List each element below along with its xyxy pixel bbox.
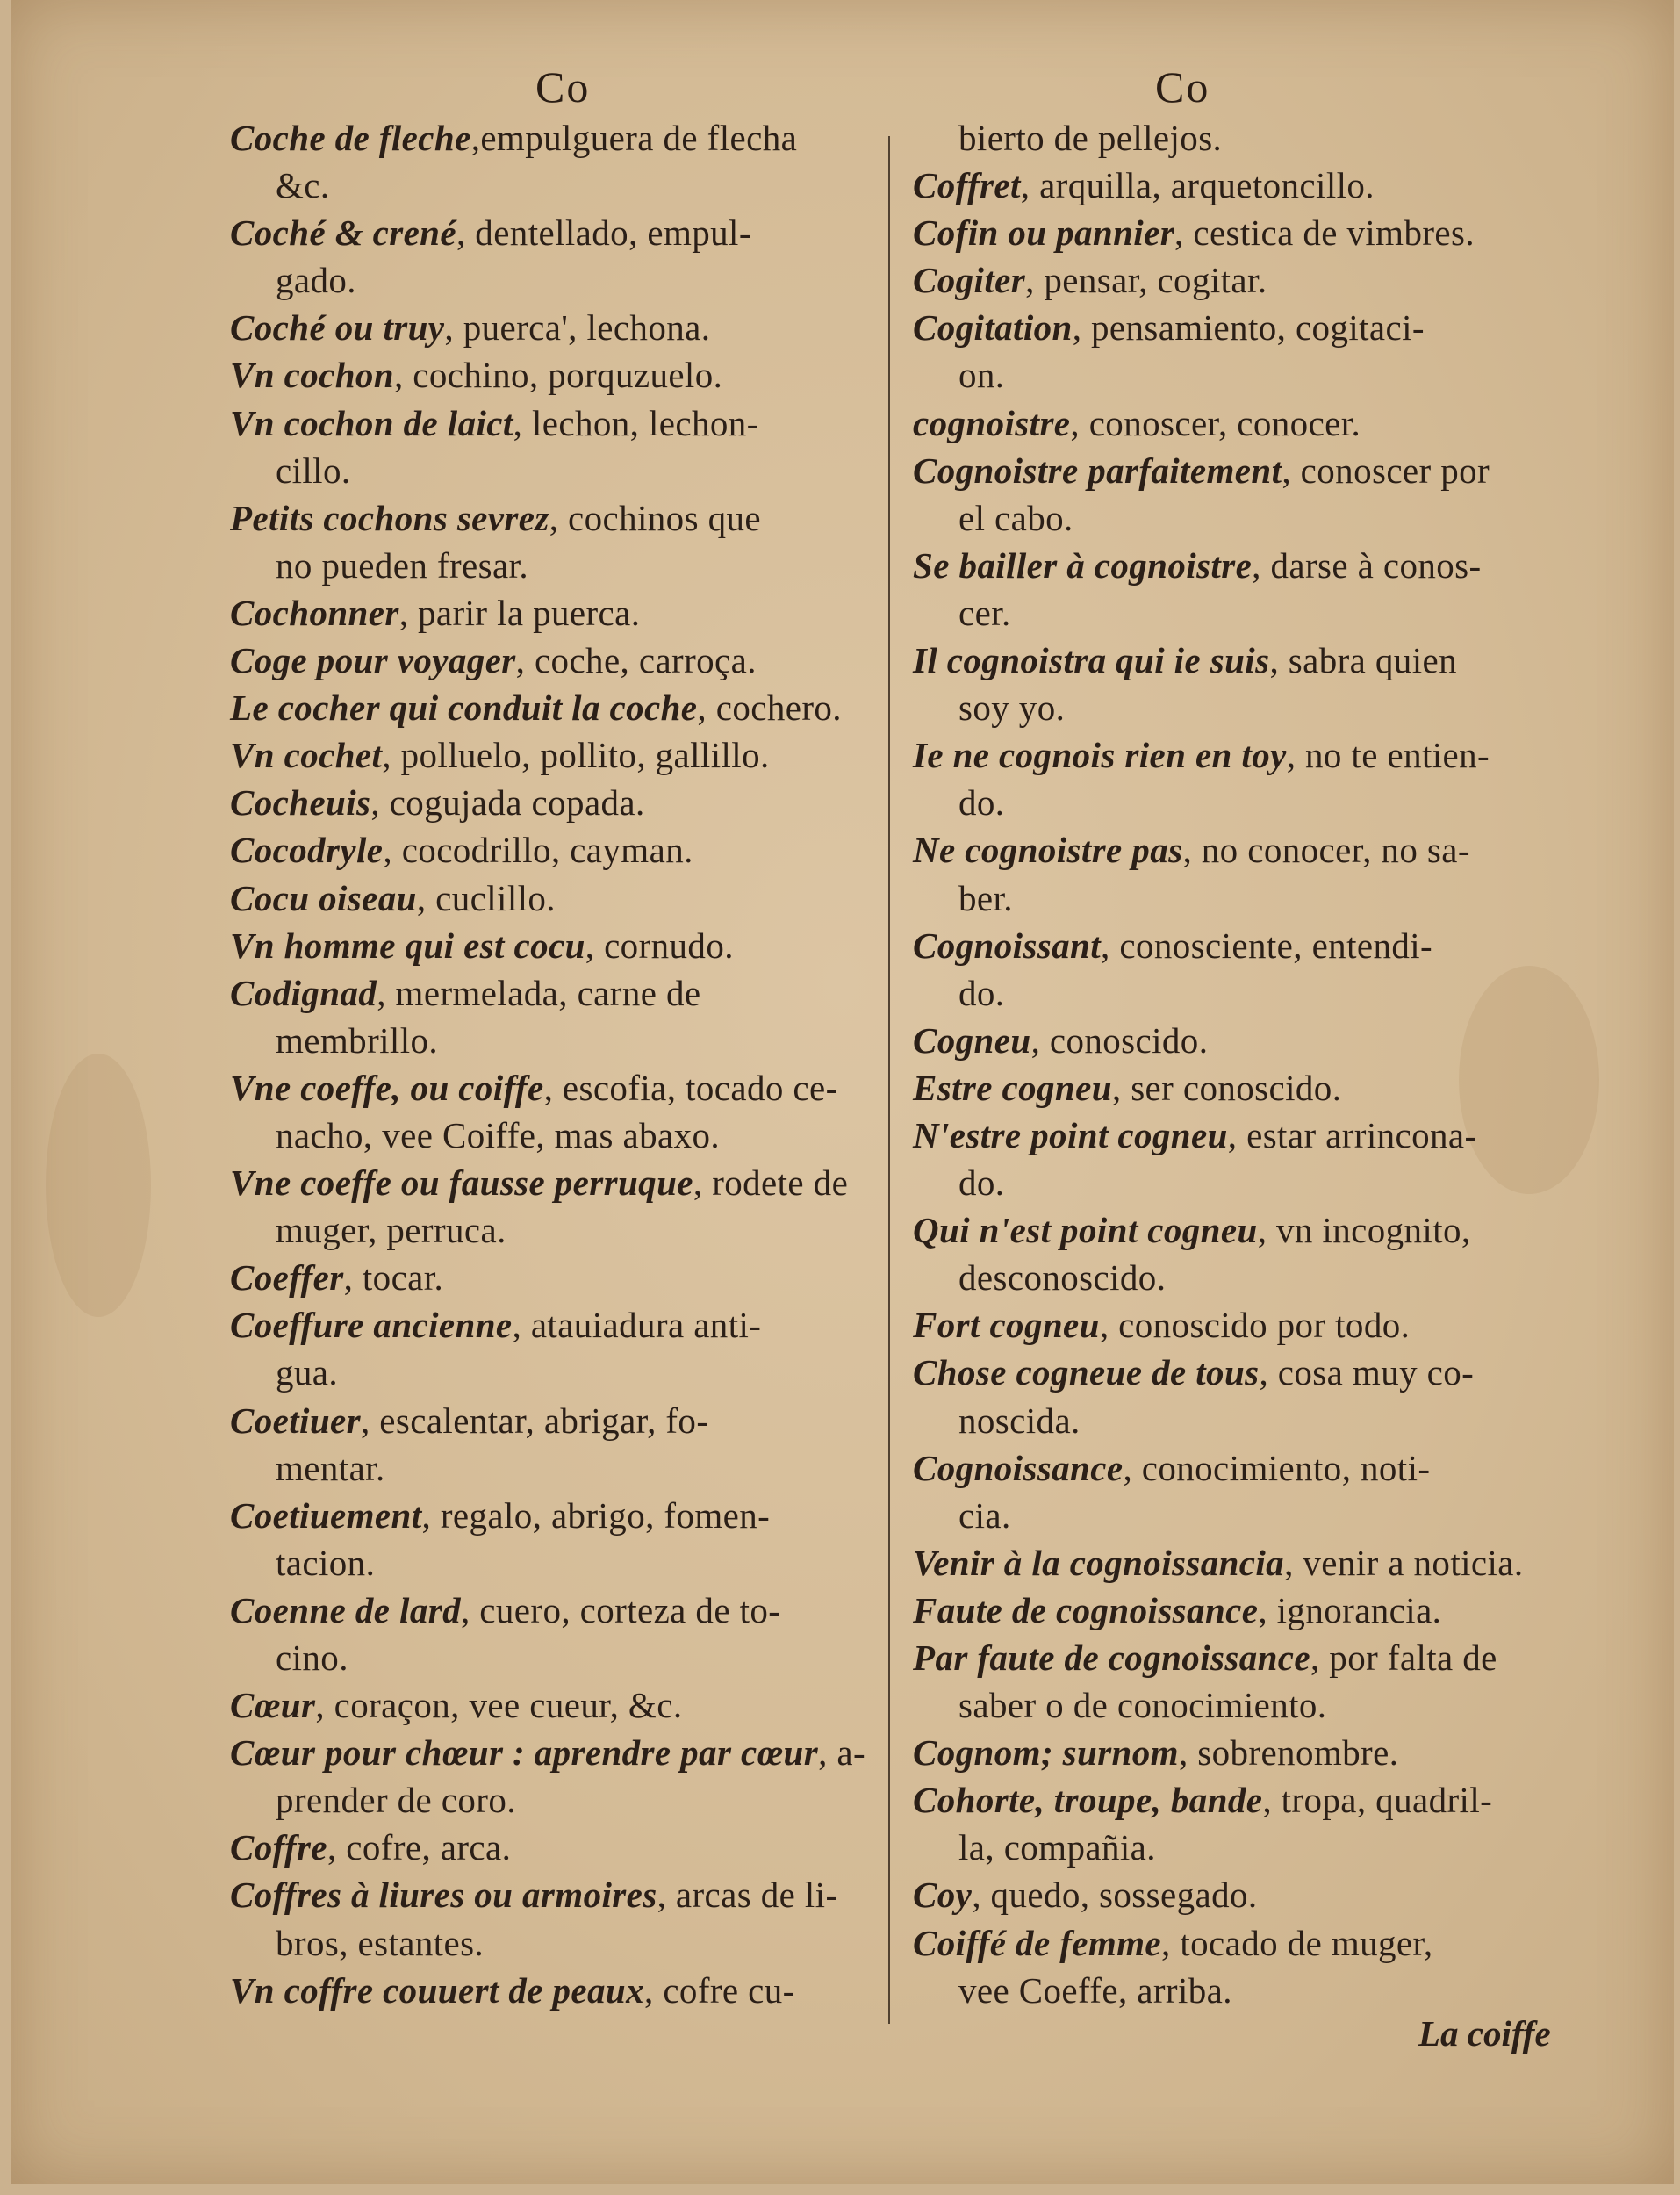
dictionary-line	[913, 1729, 1573, 1776]
spanish-gloss: , ser conoscido.	[1111, 1067, 1342, 1108]
continuation-text: cillo.	[276, 450, 351, 491]
french-headword: Vn cochon	[230, 355, 394, 396]
dictionary-line	[913, 1301, 1573, 1349]
french-headword: Cœur	[230, 1685, 316, 1726]
running-header-left: Co	[535, 62, 591, 112]
dictionary-line	[913, 1871, 1573, 1918]
french-headword: Chose cogneue de tous	[913, 1352, 1260, 1393]
book-page	[11, 0, 1674, 2184]
dictionary-line	[230, 1776, 879, 1824]
continuation-text: prender de coro.	[276, 1780, 516, 1821]
dictionary-line	[913, 1349, 1573, 1396]
left-entry-list	[230, 114, 879, 2014]
spanish-gloss: , pensar, cogitar.	[1025, 260, 1267, 301]
french-headword: Coetiuement	[230, 1494, 422, 1536]
spanish-gloss: , coche, carroça.	[515, 640, 757, 681]
french-headword: Petits cochons sevrez	[230, 497, 549, 538]
continuation-text: do.	[958, 972, 1005, 1013]
dictionary-line	[913, 637, 1573, 684]
spanish-gloss: , cocodrillo, cayman.	[383, 830, 693, 871]
french-headword: Cocu oiseau	[230, 877, 417, 918]
catchword: La coiffe	[1418, 2013, 1551, 2054]
dictionary-line	[913, 542, 1573, 589]
french-headword: Coeffer	[230, 1257, 344, 1299]
dictionary-line	[230, 1064, 879, 1112]
spanish-gloss: , pensamiento, cogitaci-	[1072, 307, 1425, 349]
french-headword: Vn homme qui est cocu	[230, 925, 585, 966]
spanish-gloss: , no te entien-	[1286, 735, 1490, 776]
dictionary-line	[913, 1824, 1573, 1871]
dictionary-line	[913, 1634, 1573, 1681]
spanish-gloss: , tropa, quadril-	[1262, 1780, 1493, 1821]
french-headword: Ne cognoistre pas	[913, 830, 1183, 871]
dictionary-line	[913, 209, 1573, 256]
spanish-gloss: , cosa muy co-	[1259, 1352, 1475, 1393]
continuation-text: no pueden fresar.	[276, 544, 528, 586]
dictionary-line	[913, 1159, 1573, 1206]
dictionary-line	[230, 447, 879, 494]
dictionary-line	[230, 922, 879, 969]
dictionary-line	[230, 1397, 879, 1444]
french-headword: Coché ou truy	[230, 307, 445, 349]
french-headword: Vne coeffe ou fausse perruque	[230, 1162, 693, 1204]
spanish-gloss: , cogujada copada.	[370, 782, 645, 824]
french-headword: Coge pour voyager	[230, 640, 516, 681]
french-headword: Cogiter	[913, 260, 1026, 301]
french-headword: Cochonner	[230, 592, 399, 633]
dictionary-line	[913, 1254, 1573, 1301]
french-headword: Ie ne cognois rien en toy	[913, 735, 1287, 776]
french-headword: Vn coffre couuert de peaux	[230, 1969, 645, 2011]
continuation-text: la, compañia.	[958, 1827, 1156, 1868]
continuation-text: cia.	[958, 1494, 1011, 1536]
dictionary-line	[230, 494, 879, 542]
spanish-gloss: , darse à conos-	[1252, 544, 1482, 586]
dictionary-line	[230, 1681, 879, 1729]
dictionary-line	[913, 1492, 1573, 1539]
french-headword: Fort cogneu	[913, 1305, 1100, 1346]
continuation-text: cino.	[276, 1637, 348, 1678]
dictionary-line	[230, 542, 879, 589]
dictionary-line	[230, 826, 879, 874]
spanish-gloss: , cochino, porquzuelo.	[394, 355, 723, 396]
column-divider	[888, 136, 890, 2024]
dictionary-line	[913, 1776, 1573, 1824]
french-headword: Cocheuis	[230, 782, 371, 824]
dictionary-line	[230, 1967, 879, 2014]
paper-stain	[46, 1054, 151, 1317]
spanish-gloss: , polluelo, pollito, gallillo.	[382, 735, 770, 776]
continuation-text: do.	[958, 1162, 1005, 1204]
spanish-gloss: , rodete de	[693, 1162, 849, 1204]
spanish-gloss: , cuero, corteza de to-	[461, 1589, 781, 1630]
spanish-gloss: , conocimiento, noti-	[1123, 1447, 1431, 1488]
right-entry-list	[913, 114, 1573, 2014]
french-headword: Vn cochon de laict	[230, 402, 513, 443]
dictionary-line	[230, 351, 879, 399]
continuation-text: desconoscido.	[958, 1257, 1167, 1299]
dictionary-line	[230, 304, 879, 351]
dictionary-line	[913, 256, 1573, 304]
dictionary-line	[913, 1539, 1573, 1587]
french-headword: Codignad	[230, 972, 377, 1013]
dictionary-line	[230, 1206, 879, 1254]
continuation-text: saber o de conocimiento.	[958, 1685, 1327, 1726]
spanish-gloss: , cochinos que	[549, 497, 761, 538]
dictionary-line	[913, 826, 1573, 874]
dictionary-line	[913, 969, 1573, 1017]
continuation-text: el cabo.	[958, 497, 1073, 538]
french-headword: Le cocher qui conduit la coche	[230, 687, 698, 729]
dictionary-line	[913, 1444, 1573, 1492]
spanish-gloss: , sobrenombre.	[1178, 1732, 1399, 1774]
french-headword: Coiffé de femme	[913, 1922, 1162, 1963]
spanish-gloss: , puerca', lechona.	[444, 307, 711, 349]
spanish-gloss: , regalo, abrigo, fomen-	[421, 1494, 771, 1536]
dictionary-line	[230, 874, 879, 922]
french-headword: Coeffure ancienne	[230, 1305, 513, 1346]
french-headword: N'estre point cogneu	[913, 1114, 1228, 1155]
dictionary-line	[913, 162, 1573, 209]
french-headword: Faute de cognoissance	[913, 1589, 1259, 1630]
left-column	[230, 0, 879, 2107]
french-headword: Vn cochet	[230, 735, 383, 776]
continuation-text: on.	[958, 355, 1005, 396]
continuation-text: mentar.	[276, 1447, 385, 1488]
continuation-text: cer.	[958, 592, 1011, 633]
dictionary-line	[913, 731, 1573, 779]
dictionary-line	[230, 399, 879, 447]
continuation-text: gua.	[276, 1352, 339, 1393]
spanish-gloss: , atauiadura anti-	[512, 1305, 762, 1346]
french-headword: Qui n'est point cogneu	[913, 1210, 1258, 1251]
continuation-text: membrillo.	[276, 1019, 439, 1061]
spanish-gloss: , arcas de li-	[657, 1875, 838, 1916]
french-headword: Cognoissant	[913, 925, 1102, 966]
spanish-gloss: , lechon, lechon-	[513, 402, 759, 443]
dictionary-line	[913, 114, 1573, 162]
dictionary-line	[230, 637, 879, 684]
dictionary-line	[913, 1112, 1573, 1159]
french-headword: cognoistre	[913, 402, 1071, 443]
spanish-gloss: , conoscido.	[1030, 1019, 1209, 1061]
spanish-gloss: , cofre, arca.	[327, 1827, 512, 1868]
dictionary-line	[230, 209, 879, 256]
spanish-gloss: , no conocer, no sa-	[1182, 830, 1470, 871]
dictionary-line	[913, 1967, 1573, 2014]
dictionary-line	[913, 304, 1573, 351]
dictionary-line	[913, 399, 1573, 447]
french-headword: Il cognoistra qui ie suis	[913, 640, 1270, 681]
french-headword: Estre cogneu	[913, 1067, 1112, 1108]
dictionary-line	[913, 922, 1573, 969]
right-column	[913, 0, 1573, 2107]
spanish-gloss: , por falta de	[1310, 1637, 1497, 1678]
dictionary-line	[913, 494, 1573, 542]
spanish-gloss: , vn incognito,	[1257, 1210, 1471, 1251]
dictionary-line	[913, 589, 1573, 637]
dictionary-line	[913, 684, 1573, 731]
dictionary-line	[230, 969, 879, 1017]
spanish-gloss: , arquilla, arquetoncillo.	[1020, 165, 1375, 206]
dictionary-line	[913, 1681, 1573, 1729]
french-headword: Venir à la cognoissancia	[913, 1542, 1285, 1583]
dictionary-line	[230, 1634, 879, 1681]
dictionary-line	[230, 1349, 879, 1396]
french-headword: Cocodryle	[230, 830, 384, 871]
spanish-gloss: , estar arrincona-	[1227, 1114, 1477, 1155]
continuation-text: &c.	[276, 165, 330, 206]
spanish-gloss: , conoscido por todo.	[1099, 1305, 1411, 1346]
continuation-text: do.	[958, 782, 1005, 824]
dictionary-line	[913, 1587, 1573, 1634]
dictionary-line	[230, 1159, 879, 1206]
spanish-gloss: , cestica de vimbres.	[1174, 212, 1475, 254]
dictionary-line	[230, 114, 879, 162]
spanish-gloss: , escofia, tocado ce-	[543, 1067, 838, 1108]
dictionary-line	[913, 779, 1573, 826]
spanish-gloss: , cuclillo.	[416, 877, 556, 918]
french-headword: Cogitation	[913, 307, 1073, 349]
dictionary-line	[230, 589, 879, 637]
dictionary-line	[230, 1254, 879, 1301]
dictionary-line	[913, 1919, 1573, 1967]
spanish-gloss: , a-	[818, 1732, 866, 1774]
continuation-text: bierto de pellejos.	[958, 118, 1223, 158]
dictionary-line	[230, 256, 879, 304]
french-headword: Coffret	[913, 165, 1021, 206]
spanish-gloss: , venir a noticia.	[1284, 1542, 1524, 1583]
dictionary-line	[230, 1824, 879, 1871]
dictionary-line	[913, 874, 1573, 922]
spanish-gloss: , mermelada, carne de	[377, 972, 701, 1013]
continuation-text: muger, perruca.	[276, 1210, 506, 1251]
dictionary-line	[913, 447, 1573, 494]
french-headword: Coffre	[230, 1827, 327, 1868]
spanish-gloss: , cofre cu-	[644, 1969, 795, 2011]
dictionary-line	[913, 1397, 1573, 1444]
dictionary-line	[913, 1064, 1573, 1112]
dictionary-line	[230, 1112, 879, 1159]
dictionary-line	[230, 1301, 879, 1349]
french-headword: Coché & crené	[230, 212, 456, 254]
dictionary-line	[230, 1919, 879, 1967]
spanish-gloss: , escalentar, abrigar, fo-	[360, 1400, 709, 1441]
continuation-text: bros, estantes.	[276, 1922, 485, 1963]
french-headword: Par faute de cognoissance	[913, 1637, 1310, 1678]
spanish-gloss: , conoscer, conocer.	[1070, 402, 1361, 443]
dictionary-line	[230, 1539, 879, 1587]
french-headword: Coche de fleche	[230, 118, 471, 158]
dictionary-line	[230, 1492, 879, 1539]
spanish-gloss: , quedo, sossegado.	[972, 1875, 1258, 1916]
spanish-gloss: ,empulguera de flecha	[470, 118, 798, 158]
dictionary-line	[230, 779, 879, 826]
continuation-text: soy yo.	[958, 687, 1066, 729]
spanish-gloss: , conosciente, entendi-	[1101, 925, 1433, 966]
dictionary-line	[230, 1444, 879, 1492]
dictionary-line	[913, 1017, 1573, 1064]
french-headword: Vne coeffe, ou coiffe	[230, 1067, 544, 1108]
dictionary-line	[230, 684, 879, 731]
running-header-right: Co	[1155, 62, 1210, 112]
spanish-gloss: , ignorancia.	[1258, 1589, 1442, 1630]
dictionary-line	[913, 351, 1573, 399]
spanish-gloss: , cornudo.	[585, 925, 734, 966]
spanish-gloss: , dentellado, empul-	[456, 212, 751, 254]
dictionary-line	[230, 1587, 879, 1634]
dictionary-line	[230, 1729, 879, 1776]
french-headword: Cogneu	[913, 1019, 1031, 1061]
continuation-text: nacho, vee Coiffe, mas abaxo.	[276, 1114, 721, 1155]
dictionary-line	[913, 1206, 1573, 1254]
french-headword: Coy	[913, 1875, 973, 1916]
spanish-gloss: , tocar.	[343, 1257, 444, 1299]
continuation-text: gado.	[276, 260, 356, 301]
dictionary-line	[230, 731, 879, 779]
spanish-gloss: , coraçon, vee cueur, &c.	[315, 1685, 683, 1726]
spanish-gloss: , cochero.	[697, 687, 842, 729]
french-headword: Cognoissance	[913, 1447, 1124, 1488]
dictionary-line	[230, 1017, 879, 1064]
spanish-gloss: , conoscer por	[1282, 450, 1490, 491]
french-headword: Coetiuer	[230, 1400, 361, 1441]
continuation-text: tacion.	[276, 1542, 376, 1583]
french-headword: Cohorte, troupe, bande	[913, 1780, 1263, 1821]
spanish-gloss: , sabra quien	[1269, 640, 1457, 681]
french-headword: Cofin ou pannier	[913, 212, 1175, 254]
spanish-gloss: , tocado de muger,	[1161, 1922, 1433, 1963]
dictionary-line	[230, 162, 879, 209]
continuation-text: noscida.	[958, 1400, 1081, 1441]
french-headword: Cœur pour chœur : aprendre par cœur	[230, 1732, 819, 1774]
french-headword: Se bailler à cognoistre	[913, 544, 1253, 586]
spanish-gloss: , parir la puerca.	[398, 592, 641, 633]
continuation-text: ber.	[958, 877, 1013, 918]
french-headword: Coffres à liures ou armoires	[230, 1875, 657, 1916]
french-headword: Cognoistre parfaitement	[913, 450, 1282, 491]
french-headword: Cognom; surnom	[913, 1732, 1179, 1774]
dictionary-line	[230, 1871, 879, 1918]
french-headword: Coenne de lard	[230, 1589, 461, 1630]
continuation-text: vee Coeffe, arriba.	[958, 1969, 1232, 2011]
